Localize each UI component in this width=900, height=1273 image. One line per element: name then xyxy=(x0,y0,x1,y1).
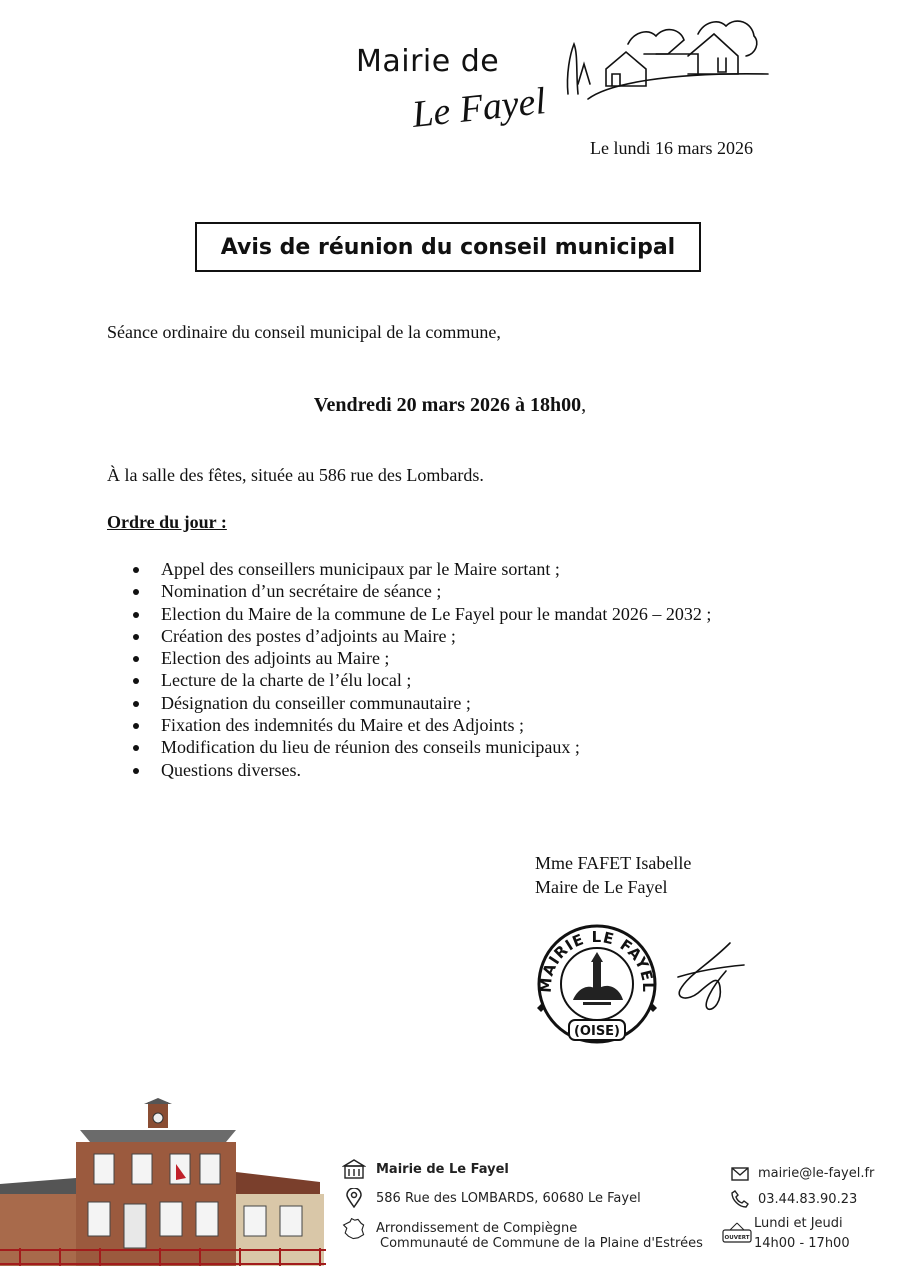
bullet-icon xyxy=(133,701,139,707)
notice-title-box xyxy=(195,222,701,272)
bullet-icon xyxy=(133,723,139,729)
official-stamp-icon xyxy=(533,922,661,1046)
bullet-icon xyxy=(133,612,139,618)
agenda-item: Modification du lieu de réunion des conseils municipaux ; xyxy=(133,736,711,758)
france-map-icon xyxy=(342,1214,366,1244)
signer-role: Maire de Le Fayel xyxy=(535,877,668,897)
footer-hours xyxy=(754,1214,850,1254)
mail-icon xyxy=(728,1167,752,1181)
logo-title: Mairie de xyxy=(356,44,500,79)
agenda-item: Création des postes d’adjoints au Maire ; xyxy=(133,625,711,647)
town-hall-building-image xyxy=(0,1098,326,1268)
meeting-location: À la salle des fêtes, située au 586 rue des Lombards. xyxy=(107,465,484,485)
town-hall-icon xyxy=(342,1158,366,1180)
signature-icon xyxy=(668,935,748,1015)
agenda-item: Questions diverses. xyxy=(133,759,711,781)
agenda-item: Appel des conseillers municipaux par le Maire sortant ; xyxy=(133,558,711,580)
bullet-icon xyxy=(133,745,139,751)
agenda-item: Désignation du conseiller communautaire ; xyxy=(133,692,711,714)
footer-email[interactable]: mairie@le-fayel.fr xyxy=(758,1166,875,1181)
bullet-icon xyxy=(133,768,139,774)
phone-icon xyxy=(728,1190,752,1208)
footer-address: 586 Rue des LOMBARDS, 60680 Le Fayel xyxy=(376,1190,641,1206)
footer-org: Mairie de Le Fayel xyxy=(376,1161,509,1177)
open-sign-icon xyxy=(722,1222,752,1248)
location-pin-icon xyxy=(342,1188,366,1208)
footer-communaute: Communauté de Commune de la Plaine d'Estrées xyxy=(380,1236,703,1251)
footer-org-row xyxy=(342,1158,509,1180)
stamp-bottom-text: (OISE) xyxy=(573,1024,621,1039)
footer-phone-row xyxy=(728,1190,857,1208)
footer-arrondissement: Arrondissement de Compiègne xyxy=(376,1220,578,1236)
agenda-item: Fixation des indemnités du Maire et des Adjoints ; xyxy=(133,714,711,736)
bullet-icon xyxy=(133,567,139,573)
footer-phone[interactable]: 03.44.83.90.23 xyxy=(758,1191,858,1207)
intro-text: Séance ordinaire du conseil municipal de la commune, xyxy=(107,322,501,342)
meeting-datetime-value: Vendredi 20 mars 2026 à 18h00 xyxy=(313,394,582,416)
stamp-top-text: MAIRIE LE FAYEL xyxy=(536,927,658,994)
bullet-icon xyxy=(133,656,139,662)
meeting-datetime-suffix: , xyxy=(581,394,587,416)
agenda-item: Election du Maire de la commune de Le Fayel pour le mandat 2026 – 2032 ; xyxy=(133,603,711,625)
footer-address-row xyxy=(342,1188,641,1208)
bullet-icon xyxy=(133,678,139,684)
document-date: Le lundi 16 mars 2026 xyxy=(590,138,753,158)
footer-hours-time: 14h00 - 17h00 xyxy=(754,1236,850,1251)
agenda-item: Nomination d’un secrétaire de séance ; xyxy=(133,580,711,602)
village-houses-icon xyxy=(548,14,774,114)
signer-block xyxy=(535,851,691,899)
notice-title: Avis de réunion du conseil municipal xyxy=(220,234,676,260)
bullet-icon xyxy=(133,589,139,595)
footer-email-row xyxy=(728,1166,874,1181)
signer-name: Mme FAFET Isabelle xyxy=(535,853,692,873)
meeting-datetime xyxy=(0,394,900,417)
agenda-list xyxy=(133,558,711,781)
agenda-heading: Ordre du jour : xyxy=(107,512,227,532)
agenda-item: Lecture de la charte de l’élu local ; xyxy=(133,669,711,691)
bullet-icon xyxy=(133,634,139,640)
agenda-item: Election des adjoints au Maire ; xyxy=(133,647,711,669)
open-sign-text: OUVERT xyxy=(724,1235,750,1241)
logo-script: Le Fayel xyxy=(410,80,548,136)
footer-hours-days: Lundi et Jeudi xyxy=(754,1216,843,1231)
